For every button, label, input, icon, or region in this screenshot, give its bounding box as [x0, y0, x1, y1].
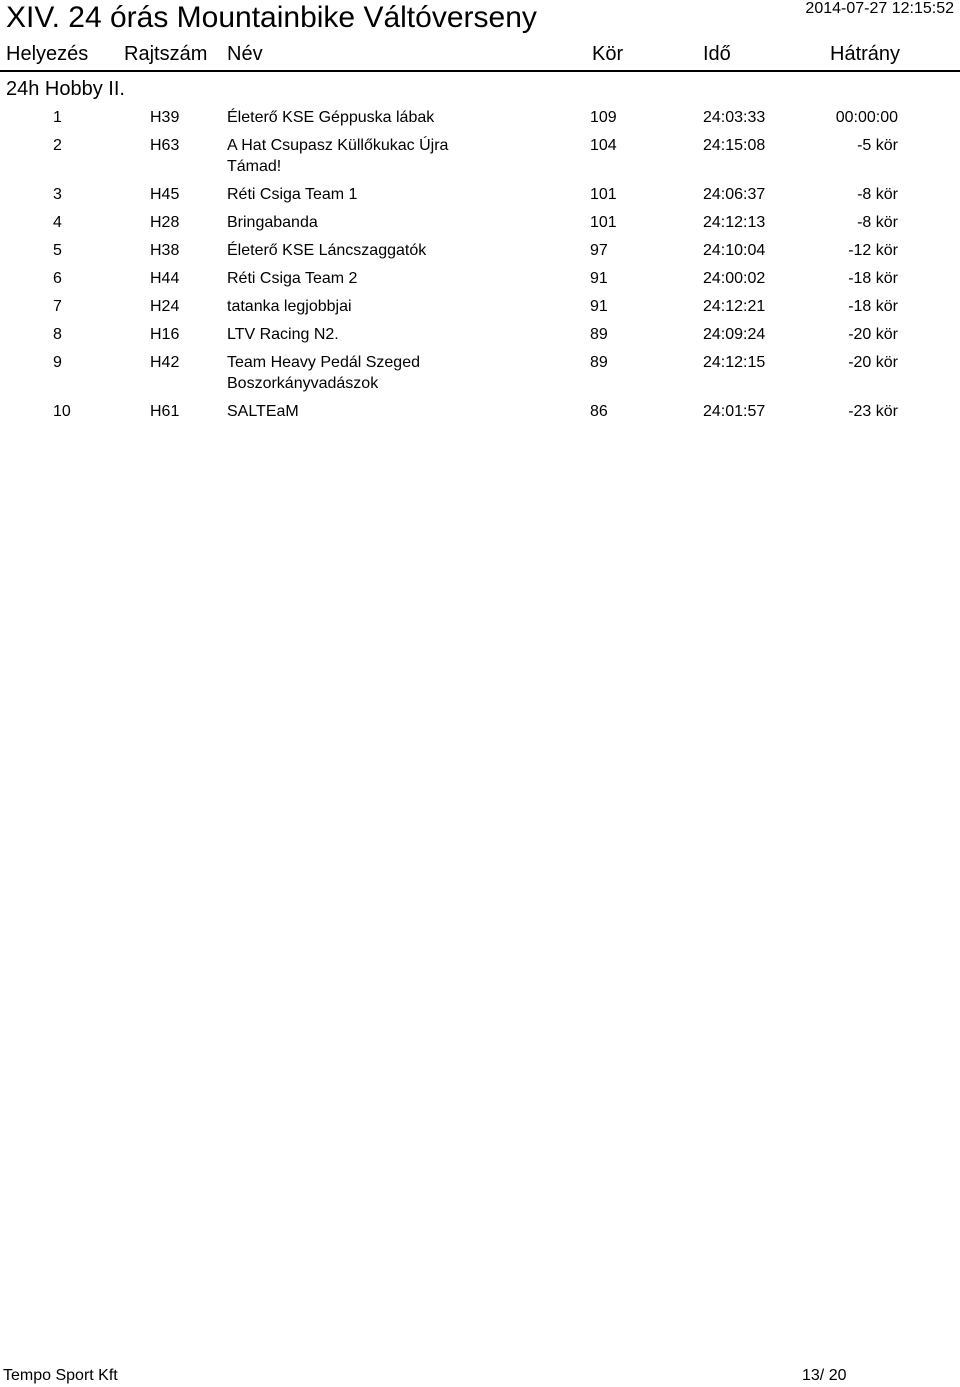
laps-cell: 101: [590, 186, 617, 203]
footer-page-number: 13/ 20: [802, 1367, 847, 1384]
position-cell: 6: [53, 270, 62, 287]
gap-cell: -18 kör: [848, 298, 898, 315]
laps-cell: 91: [590, 270, 608, 287]
table-row: [0, 107, 960, 135]
table-row: [0, 240, 960, 268]
table-row: [0, 352, 960, 401]
time-cell: 24:01:57: [703, 403, 766, 420]
column-header-name: Név: [227, 43, 263, 65]
page-title: XIV. 24 órás Mountainbike Váltóverseny: [6, 1, 537, 34]
time-cell: 24:03:33: [703, 109, 766, 126]
bib-cell: H63: [150, 137, 180, 154]
team-name-cell: Bringabanda: [227, 214, 318, 231]
bib-cell: H61: [150, 403, 180, 420]
gap-cell: -8 kör: [857, 214, 898, 231]
column-header-position: Helyezés: [6, 43, 89, 65]
team-name-cell: Team Heavy Pedál Szeged Boszorkányvadászok: [227, 354, 420, 392]
time-cell: 24:12:21: [703, 298, 766, 315]
team-name-cell: Réti Csiga Team 2: [227, 270, 358, 287]
laps-cell: 97: [590, 242, 608, 259]
position-cell: 3: [53, 186, 62, 203]
laps-cell: 101: [590, 214, 617, 231]
bib-cell: H42: [150, 354, 180, 371]
position-cell: 7: [53, 298, 62, 315]
table-row: [0, 401, 960, 429]
bib-cell: H24: [150, 298, 180, 315]
table-row: [0, 268, 960, 296]
team-name-cell: Életerő KSE Láncszaggatók: [227, 242, 427, 259]
category-heading: 24h Hobby II.: [6, 78, 125, 100]
laps-cell: 104: [590, 137, 617, 154]
team-name-cell: LTV Racing N2.: [227, 326, 339, 343]
time-cell: 24:00:02: [703, 270, 766, 287]
gap-cell: -20 kör: [848, 326, 898, 343]
position-cell: 10: [53, 403, 71, 420]
position-cell: 2: [53, 137, 62, 154]
time-cell: 24:09:24: [703, 326, 766, 343]
position-cell: 9: [53, 354, 62, 371]
team-name-cell: SALTEaM: [227, 403, 299, 420]
table-row: [0, 296, 960, 324]
gap-cell: -12 kör: [848, 242, 898, 259]
table-row: [0, 324, 960, 352]
position-cell: 8: [53, 326, 62, 343]
column-header-gap: Hátrány: [830, 43, 901, 65]
bib-cell: H38: [150, 242, 180, 259]
gap-cell: -5 kör: [857, 137, 898, 154]
laps-cell: 86: [590, 403, 608, 420]
bib-cell: H28: [150, 214, 180, 231]
position-cell: 1: [53, 109, 62, 126]
laps-cell: 89: [590, 326, 608, 343]
team-name-cell: Életerő KSE Géppuska lábak: [227, 109, 435, 126]
laps-cell: 91: [590, 298, 608, 315]
time-cell: 24:06:37: [703, 186, 766, 203]
time-cell: 24:12:13: [703, 214, 766, 231]
gap-cell: -8 kör: [857, 186, 898, 203]
team-name-cell: A Hat Csupasz Küllőkukac Újra Támad!: [227, 137, 449, 175]
position-cell: 4: [53, 214, 62, 231]
laps-cell: 89: [590, 354, 608, 371]
gap-cell: 00:00:00: [835, 109, 898, 126]
gap-cell: -23 kör: [848, 403, 898, 420]
table-row: [0, 212, 960, 240]
print-timestamp: 2014-07-27 12:15:52: [805, 0, 954, 17]
table-row: [0, 135, 960, 184]
bib-cell: H45: [150, 186, 180, 203]
table-row: [0, 184, 960, 212]
bib-cell: H39: [150, 109, 180, 126]
gap-cell: -18 kör: [848, 270, 898, 287]
results-table: [0, 107, 960, 429]
time-cell: 24:15:08: [703, 137, 766, 154]
laps-cell: 109: [590, 109, 617, 126]
team-name-cell: Réti Csiga Team 1: [227, 186, 358, 203]
bib-cell: H16: [150, 326, 180, 343]
time-cell: 24:12:15: [703, 354, 766, 371]
team-name-cell: tatanka legjobbjai: [227, 298, 352, 315]
column-header-bib: Rajtszám: [124, 43, 208, 65]
footer-company: Tempo Sport Kft: [3, 1367, 118, 1384]
gap-cell: -20 kör: [848, 354, 898, 371]
time-cell: 24:10:04: [703, 242, 766, 259]
position-cell: 5: [53, 242, 62, 259]
header-divider: [0, 70, 960, 72]
column-header-time: Idő: [703, 43, 731, 65]
column-header-laps: Kör: [592, 43, 624, 65]
bib-cell: H44: [150, 270, 180, 287]
